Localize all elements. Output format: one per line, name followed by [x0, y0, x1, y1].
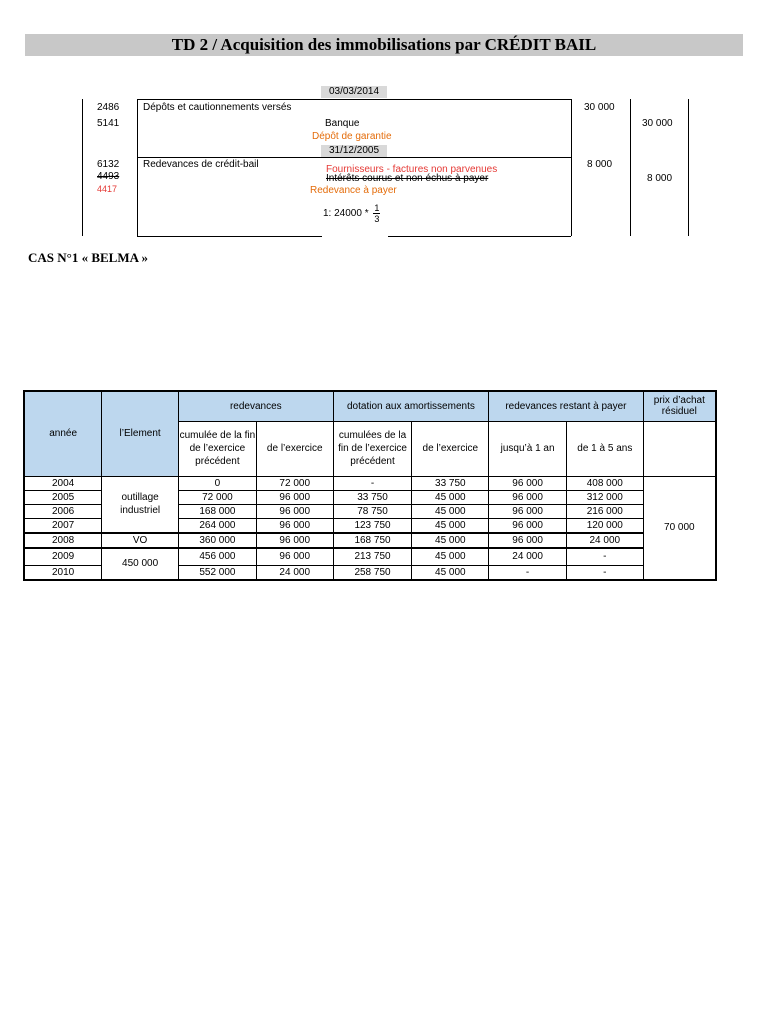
cell-dot-cum: - — [333, 476, 412, 490]
header-unacinq: de 1 à 5 ans — [566, 421, 643, 476]
cell-dot-ex: 45 000 — [412, 533, 489, 548]
cell-annee: 2006 — [24, 504, 102, 518]
label-credit-new-2: Fournisseurs - factures non parvenues — [326, 164, 498, 175]
table-row — [24, 548, 716, 566]
cell-jusqua: 96 000 — [489, 476, 567, 490]
cell-red-ex: 96 000 — [256, 548, 333, 566]
account-credit-struck-2: 4493 — [97, 171, 120, 182]
case-title: CAS N°1 « BELMA » — [28, 250, 149, 265]
cell-annee: 2010 — [24, 565, 102, 580]
cell-dot-ex: 33 750 — [412, 476, 489, 490]
amount-credit-2: 8 000 — [647, 173, 673, 184]
cell-dot-ex: 45 000 — [412, 565, 489, 580]
cell-red-ex: 96 000 — [256, 490, 333, 504]
page-title: TD 2 / Acquisition des immobilisations par CRÉDIT BAIL — [171, 35, 597, 54]
cell-red-cum: 552 000 — [179, 565, 257, 580]
header-annee: année — [24, 391, 102, 476]
note-2: Redevance à payer — [310, 185, 397, 196]
formula-text: 1: 24000 * — [323, 208, 369, 219]
cell-red-ex: 96 000 — [256, 518, 333, 533]
cell-jusqua: 96 000 — [489, 504, 567, 518]
journal-right-border — [688, 99, 689, 236]
header-dot-cum: cumulées de la fin de l’exercice précédent — [333, 421, 412, 476]
header-red-cum: cumulée de la fin de l’exercice précédent — [179, 421, 257, 476]
formula-fraction — [373, 203, 380, 224]
table-row — [24, 533, 716, 548]
journal-mid-line — [137, 157, 571, 158]
header-red-ex: de l’exercice — [256, 421, 333, 476]
cell-red-ex: 96 000 — [256, 533, 333, 548]
cell-red-ex: 72 000 — [256, 476, 333, 490]
cell-jusqua: 96 000 — [489, 490, 567, 504]
header-element: l’Element — [102, 391, 179, 476]
amount-debit-2: 8 000 — [587, 159, 613, 170]
cell-element-group-1: outillage industriel — [102, 476, 179, 533]
account-credit-1: 5141 — [97, 118, 120, 129]
cell-red-cum: 360 000 — [179, 533, 257, 548]
cell-red-cum: 264 000 — [179, 518, 257, 533]
header-prix-empty — [643, 421, 716, 476]
cell-annee: 2004 — [24, 476, 102, 490]
credit-bail-table — [23, 390, 717, 581]
cell-annee: 2009 — [24, 548, 102, 566]
cell-dot-ex: 45 000 — [412, 490, 489, 504]
cell-red-cum: 0 — [179, 476, 257, 490]
label-debit-1: Dépôts et cautionnements versés — [143, 102, 292, 113]
cell-unacinq: - — [566, 565, 643, 580]
formula — [323, 202, 380, 226]
cell-dot-cum: 123 750 — [333, 518, 412, 533]
label-credit-1: Banque — [325, 118, 360, 129]
cell-unacinq: 408 000 — [566, 476, 643, 490]
cell-red-cum: 72 000 — [179, 490, 257, 504]
header-prix: prix d’achat résiduel — [643, 391, 716, 421]
cell-annee: 2008 — [24, 533, 102, 548]
cell-element-valeur: 450 000 — [102, 548, 179, 580]
cell-unacinq: - — [566, 548, 643, 566]
cell-dot-ex: 45 000 — [412, 548, 489, 566]
title-banner — [25, 34, 743, 56]
journal-bottom-line-right — [388, 236, 571, 237]
label-debit-2: Redevances de crédit-bail — [143, 159, 259, 170]
cell-dot-ex: 45 000 — [412, 504, 489, 518]
journal-label-divider — [571, 99, 572, 236]
cell-prix-residuel: 70 000 — [643, 476, 716, 580]
account-debit-2: 6132 — [97, 159, 120, 170]
cell-red-cum: 168 000 — [179, 504, 257, 518]
cell-unacinq: 216 000 — [566, 504, 643, 518]
cell-jusqua: 24 000 — [489, 548, 567, 566]
amount-credit-1: 30 000 — [642, 118, 673, 129]
cell-dot-cum: 258 750 — [333, 565, 412, 580]
note-1: Dépôt de garantie — [312, 131, 392, 142]
cell-unacinq: 312 000 — [566, 490, 643, 504]
journal-debit-divider — [630, 99, 631, 236]
header-dotation: dotation aux amortissements — [333, 391, 489, 421]
cell-red-ex: 96 000 — [256, 504, 333, 518]
cell-jusqua: 96 000 — [489, 518, 567, 533]
cell-dot-ex: 45 000 — [412, 518, 489, 533]
cell-dot-cum: 213 750 — [333, 548, 412, 566]
journal-account-divider — [137, 99, 138, 236]
cell-dot-cum: 78 750 — [333, 504, 412, 518]
header-restant: redevances restant à payer — [489, 391, 643, 421]
header-jusqua: jusqu’à 1 an — [489, 421, 567, 476]
cell-dot-cum: 33 750 — [333, 490, 412, 504]
cell-element-vo: VO — [102, 533, 179, 548]
fraction-denominator: 3 — [374, 213, 380, 224]
cell-annee: 2005 — [24, 490, 102, 504]
cell-annee: 2007 — [24, 518, 102, 533]
cell-unacinq: 120 000 — [566, 518, 643, 533]
cell-red-cum: 456 000 — [179, 548, 257, 566]
cell-unacinq: 24 000 — [566, 533, 643, 548]
journal-top-line — [137, 99, 571, 100]
journal-bottom-line-left — [137, 236, 322, 237]
cell-jusqua: - — [489, 565, 567, 580]
amount-debit-1: 30 000 — [584, 102, 615, 113]
table-row — [24, 476, 716, 490]
cell-red-ex: 24 000 — [256, 565, 333, 580]
journal-date-1: 03/03/2014 — [321, 86, 387, 98]
header-dot-ex: de l’exercice — [412, 421, 489, 476]
journal-date-2: 31/12/2005 — [321, 145, 387, 157]
fraction-numerator: 1 — [374, 202, 380, 213]
header-redevances: redevances — [179, 391, 334, 421]
cell-dot-cum: 168 750 — [333, 533, 412, 548]
account-debit-1: 2486 — [97, 102, 120, 113]
account-credit-new-2: 4417 — [97, 184, 118, 194]
journal-left-border — [82, 99, 83, 236]
label-credit-struck-2: Intérêts courus et non échus à payer — [326, 173, 489, 184]
cell-jusqua: 96 000 — [489, 533, 567, 548]
